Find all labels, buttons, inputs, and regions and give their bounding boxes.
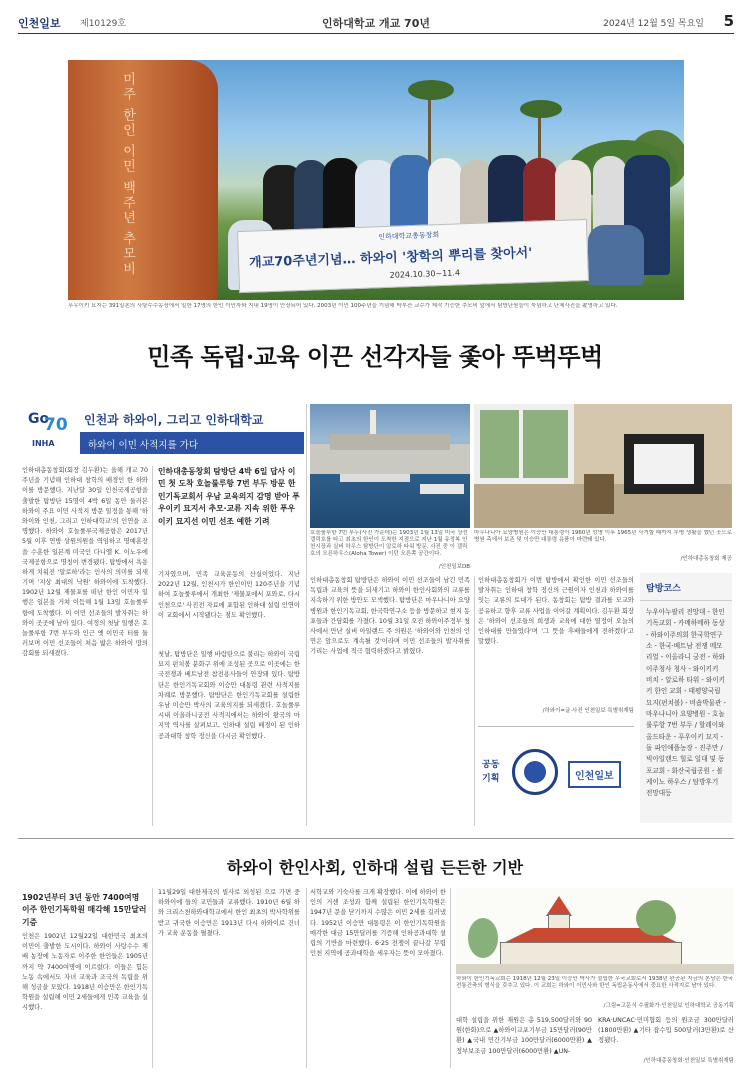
article-col4: 인하대총동창회가 이번 탐방에서 확인한 이민 선조들의 발자취는 인하대 창학 정신의 근원이자 인천과 하와이를 잇는 교류의 토대가 된다. 동창회는 탐방 결과를 모교와 공유하고 향후 교류 사업을 이어갈 계획이다. 김두환 회장은 '하와이 선조들의 희생과 교육에 대한 열정이 오늘의 인하대를 만들었다'며 '그 뜻을 후배들에게 전하겠다'고 말했다. — [478, 577, 634, 646]
main-photo-caption: 푸우이키 묘지는 391일본의 사탕수수농장에서 일한 17명의 한인 이민자와 지내 19명이 안장되어 있다. 2003년 이민 100주년을 기념해 박부잔 교수가 제작 기증한 추모비 앞에서 탐방단원들이 묵념하고 단체사진을 촬영하고 있다. — [68, 303, 618, 309]
hospital-caption: 마우나니아 요양병원은 이승만 대통령이 1960년 망명 이후 1965년 사거할 때까지 투병 생활을 했던 곳으로 병원 측에서 보존 및 이승만 대통령 유품이 마련돼 있다. — [474, 530, 732, 544]
event-banner — [237, 219, 589, 293]
article-col3: 인하대총동창회 탐방단은 하와이 이민 선조들이 남긴 민족 독립과 교육의 뜻을 되새기고 하와이 한인사회와의 교류를 지속하기 위한 방안도 모색했다. 탐방단은 마우나니아 요양병원과 한인기독교회, 한국학연구소 등을 방문하고 현지 동포들과 간담회를 가졌다. 10월 31일 오전 하와이주정부 청사에서 만난 실버 아일랜드 주 의원은 '하와이와 인천의 인연은 앞으로도 계속될 것'이라며 이민 선조들의 발자취를 기리는 사업에 적극 협력하겠다고 밝혔다. — [310, 577, 470, 656]
section2-col3: 서학교와 기숙사를 크게 확장했다. 이에 하와이 한인의 거센 조성과 함께 설립된 한인기독학원은 1947년 문을 닫기까지 수많은 이민 2세를 길러냈다. 1952년 이승만 대통령은 이 한인기독학원을 매각한 대금 15만달러를 기증해 인하공과대학 설립의 기반을 마련했다. 6·25 전쟁이 끝나갈 무렵 인천 지역에 공과대학을 세우자는 뜻이 모아졌다. — [310, 889, 446, 958]
group-photo — [68, 60, 684, 300]
series-subtitle: 하와이 이민 사적지를 가다 — [80, 432, 304, 454]
hospital-photo — [474, 404, 732, 528]
logo-go: Go — [28, 411, 50, 427]
section2-col2: 11월29일 대한제국의 빌사로 외성된 으로 가면 중 하와이에 들의 교민들과 교류했다. 1910년 6월 하와 크리스천하와대학교에서 한인 최초의 박사학위를 받고 귀국한 이승만은 1913년 다시 하와이로 건너가 교육 운동을 펼쳤다. — [158, 889, 300, 937]
hospital-credit: /인하대총동창회 제공 — [680, 556, 732, 562]
banner-date: 2024.10.30~11.4 — [389, 268, 461, 280]
section2-col1: 인천은 1902년 12월22일 대한민국 최초의 이민이 출발한 도시이다. 하와이 사탕수수 재배 농장에 노동자로 이주한 한인들은 1905년까지 약 7400여명에 이르렀다. 이들은 힘든 노동 속에서도 자녀 교육과 조국의 독립을 위해 성금을 모았다. 1918년 이승만은 한인기독학원을 설립해 이민 2세들에게 민족 교육을 실시했다. — [22, 933, 148, 1012]
harbor-credit: /인천일보DB — [438, 564, 470, 570]
tour-course-body: 누우아누팔리 전망대 - 한인기독교회 - 카메하메하 동상 - 하와이주의회 한국학연구소 - 한국·베트남 전쟁 메모리얼 - 이올라니 궁전 - 하와이주청사 청사 - 와이키키 비치 - 알로하 타워 - 와이키키 한인 교회 - 태평양국립묘지(펀치볼) - 비숍박물관 - 마우나니아 요양병원 - 호놀룰루항 7번 부두 / 할레이와 올드타운 - 푸우이키 묘지 - 돌 파인애플농장 - 진주만 / 빅아일랜드 힐로 일대 및 동포교회 - 화산국립공원 - 볼케이노 하우스 / 탐방후기 전망대등 — [646, 608, 726, 798]
series-title: 인천과 하와이, 그리고 인하대학교 — [84, 413, 264, 427]
section-title: 인하대학교 개교 70년 — [322, 17, 430, 30]
article-col2b: 첫날, 탐방단은 일행 바람탄으로 불리는 하와이 국립묘지 펀치볼 분화구 위에 조성된 곳으로 이곳에는 한국전쟁과 베트남전 참전용사들이 안장돼 있다. 탐방단은 한인기독교회와 이승만 대통령 관련 사적지를 차례로 방문했다. 탐방단은 한인기독교회를 설립한 우남 이승만 박사의 교육의지를 되새겼다. 호놀룰루시내 이올라니궁전 사적지에서는 하와이 왕국의 마지막 역사를 살펴보고, 인하대 설립 배경이 된 인하공과대학 창학 정신을 다시금 확인했다. — [158, 651, 300, 740]
page-header — [18, 12, 734, 34]
coop-label: 공동 기획 — [482, 760, 500, 784]
tour-course-title: 탐방코스 — [640, 573, 732, 601]
issue-number: 제10129호 — [80, 19, 127, 29]
memorial-stone-text: 미주 한인 이민 백주년 추모비 — [120, 72, 135, 277]
harbor-photo — [310, 404, 470, 528]
masthead-brand: 인천일보 — [18, 17, 61, 30]
article-lead: 인하대총동창회 탐방단 4박 6일 답사 이민 첫 도착 호놀룰루항 7번 부두 방문 한인기독교회서 우남 교육의지 감명 받아 푸우이키 묘지서 추모·교류 지속 위한 푸우이키 묘지선 이민 선조 예한 기려 — [158, 467, 300, 526]
section2-col5: KRA·UNCAC·민미협회 등의 원조금 300만달러(1800만환) ▲기타 잡수입 500달러(3만환)로 산정됐다. — [598, 1017, 734, 1045]
article-col2a: 기자였으며, 민족 교육운동의 산실이었다. 지난 2022년 12월, 인천시가 한인이민 120주년을 기념하여 호놀룰루에서 개최한 '제물포에서 포와로, 다시 인천으로' 사진전 자료에 포함된 인하대 설립 인연이 이 교회에서 시작됐다는 점도 확인했다. — [158, 571, 300, 619]
section2-headline: 하와이 한인사회, 인하대 설립 든든한 기반 — [226, 858, 524, 877]
logo-inha: INHA — [32, 439, 55, 448]
harbor-caption: 호놀룰루항 7번 부두(사진 가운데)는 1903년 1월 13일 미국 상선 갤릭호를 타고 최초의 한인이 도착한 지점으로 지난 1월 유정복 인천시장과 실버 하우스 탐방단이 알로하 타워 방문. 사진 중 이 갤릭호의 오픈하우스(Aloha Tower) 이던 오른쪽 공간이다. — [310, 530, 468, 558]
banner-org: 인하대학교총동창회 — [378, 231, 440, 242]
church-sketch — [456, 888, 734, 974]
page-number: 5 — [723, 12, 734, 30]
publish-date: 2024년 12월 5일 목요일 — [603, 19, 704, 29]
church-sketch-caption: 하와이 한인기독교회는 1918년 12월 23일 이승만 박사가 설립한 우국교회로서 1938년 완공된 지금의 본당은 한국 전통건축의 형식을 갖추고 있다. 이 교회는 하와이 이민사와 한인 독립운동사에서 중요한 사적지로 남아 있다. — [456, 976, 734, 990]
incheon-ilbo-logo: 인천일보 — [568, 761, 621, 788]
section2-col4: 대학 설립을 위한 재원은 총 519,500달러와 90원(한화)으로 ▲하와이교포기부금 15만달러(90만환) ▲국내 민간기부금 100만달러(6000만환) ▲정부보조금 100만달러(6000만환) ▲UN- — [456, 1017, 592, 1055]
memorial-stone — [68, 60, 218, 300]
banner-main: 개교70주년기념… 하와이 '창학의 뿌리를 찾아서' — [248, 245, 533, 271]
section2-lead: 1902년부터 3년 동안 7400여명 이주 한인기독학원 매각해 15만달러 기증 — [22, 893, 147, 926]
series-label — [18, 404, 304, 460]
headline: 민족 독립·교육 이끈 선각자들 좇아 뚜벅뚜벅 — [147, 342, 603, 371]
church-sketch-credit: /그림=고문식 수필화가·인천일보 인하대학교 공동기획 — [603, 1003, 734, 1009]
anniversary-logo — [26, 409, 74, 455]
article-col4-credit: /하와이=글·사진 인천일보 특별취재팀 — [542, 708, 634, 714]
joint-planning-box — [478, 726, 634, 826]
logo-70: 70 — [44, 415, 68, 435]
article-col1: 인하대총동창회(회장 김두환)는 올해 개교 70주년을 기념해 인하대 창학의 배경인 한 하와이를 방문했다. 지난달 30일 인천국제공항을 출발한 탐방단 15명이 4박 6일 동안 둘러본 하와이 주요 이민 사적지 방문 일정을 통해 '하와이와 인천, 그리고 인하대학교'의 인연을 조명했다. 하와이 호놀룰루국제공항은 2017년 5월 이후 연방 상원의원을 역임하고 명예훈장을 수훈한 일본계 미국인 다니엘 K. 이노우에 국제공항으로 명칭이 변경됐다. 탐방에서 욕용하게 치워진 '알로하'라는 인사의 의미를 되새기며 '지상 최대의 낙원' 하와이에 도착했다. 1902년 12월 제물포를 떠난 한인 이민자 일행은 일본을 거쳐 이듬해 1월 13일 호놀룰루항에 도착했다. 이 이민 선조들의 발자취는 하와이 곳곳에 남아 있다. 여정의 첫날 일행은 호놀룰루항 7번 부두와 인근 옛 이민국 터를 둘러보며 이민 선조들이 처음 밟은 하와이 땅의 감회를 되새겼다. — [22, 467, 148, 658]
section2-credit: /인하대총동창회·인천일보 특별취재팀 — [643, 1058, 734, 1064]
tour-course-box — [640, 573, 732, 823]
